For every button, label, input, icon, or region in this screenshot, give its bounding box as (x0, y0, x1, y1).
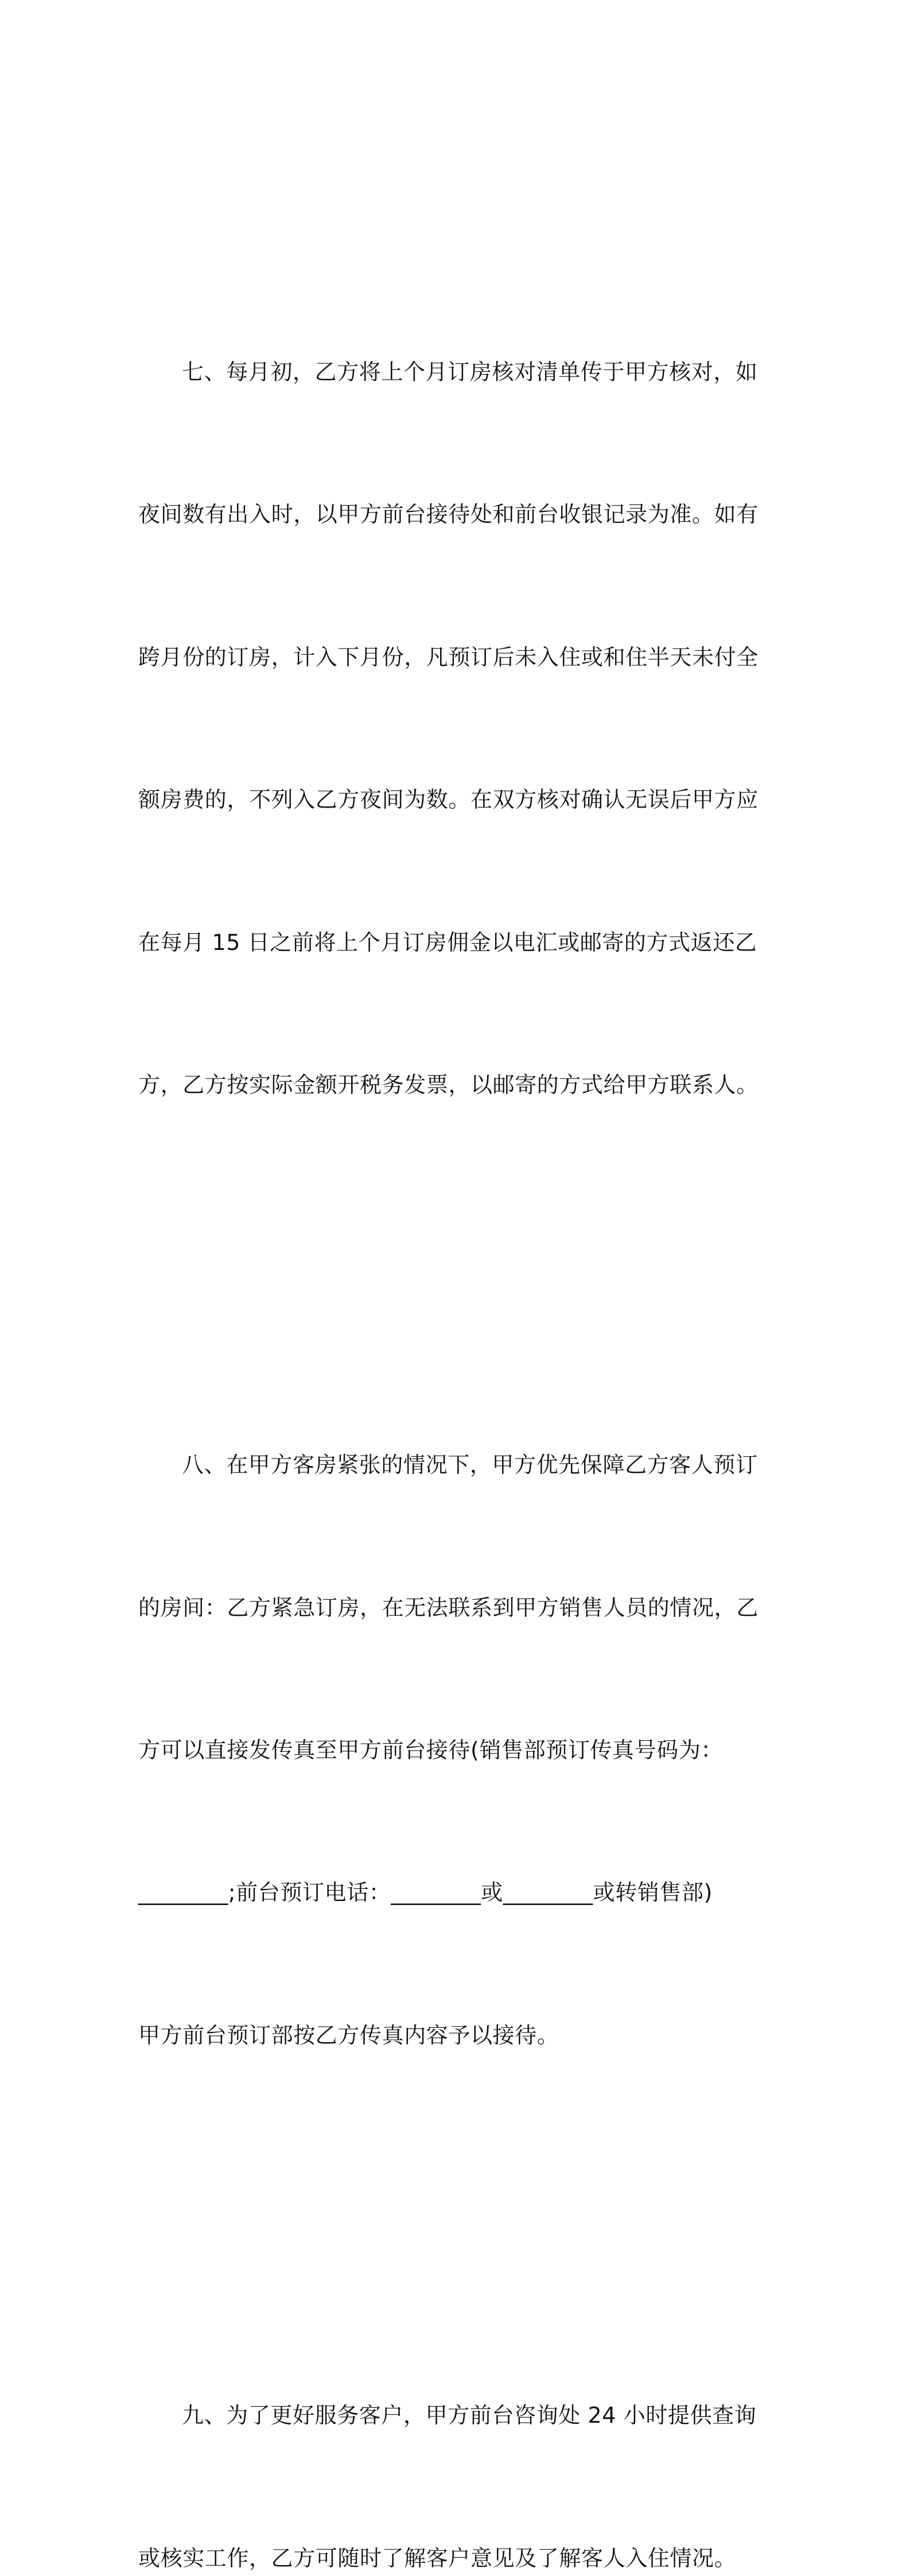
paragraph-line: 夜间数有出入时，以甲方前台接待处和前台收银记录为准。如有 (138, 502, 759, 527)
paragraph-line: 跨月份的订房，计入下月份，凡预订后未入住或和住半天未付全 (138, 644, 759, 670)
paragraph-line: 九、为了更好服务客户，甲方前台咨询处 24 小时提供查询 (182, 2403, 757, 2428)
paragraph-line: 方，乙方按实际金额开税务发票，以邮寄的方式给甲方联系人。 (138, 1072, 759, 1097)
clause-7-paragraph (138, 253, 775, 1204)
paragraph-line: 甲方前台预订部按乙方传真内容予以接待。 (138, 2022, 559, 2048)
paragraph-line: 方可以直接发传真至甲方前台接待(销售部预订传真号码为： (138, 1737, 724, 1763)
clause-9-paragraph (138, 2297, 775, 2576)
paragraph-line: 八、在甲方客房紧张的情况下，甲方优先保障乙方客人预订 (182, 1452, 758, 1478)
paragraph-line: ________;前台预订电话：________或________或转销售部) (138, 1880, 713, 1906)
paragraph-line: 在每月 15 日之前将上个月订房佣金以电汇或邮寄的方式返还乙 (138, 929, 757, 955)
paragraph-line: 七、每月初，乙方将上个月订房核对清单传于甲方核对，如 (182, 359, 758, 385)
clause-8-paragraph (138, 1347, 775, 2155)
paragraph-line: 额房费的，不列入乙方夜间为数。在双方核对确认无误后甲方应 (138, 787, 759, 813)
document-body (138, 111, 775, 2576)
paragraph-line: 的房间：乙方紧急订房，在无法联系到甲方销售人员的情况，乙 (138, 1595, 759, 1620)
paragraph-line: 或核实工作，乙方可随时了解客户意见及了解客人入住情况。 (138, 2545, 737, 2571)
